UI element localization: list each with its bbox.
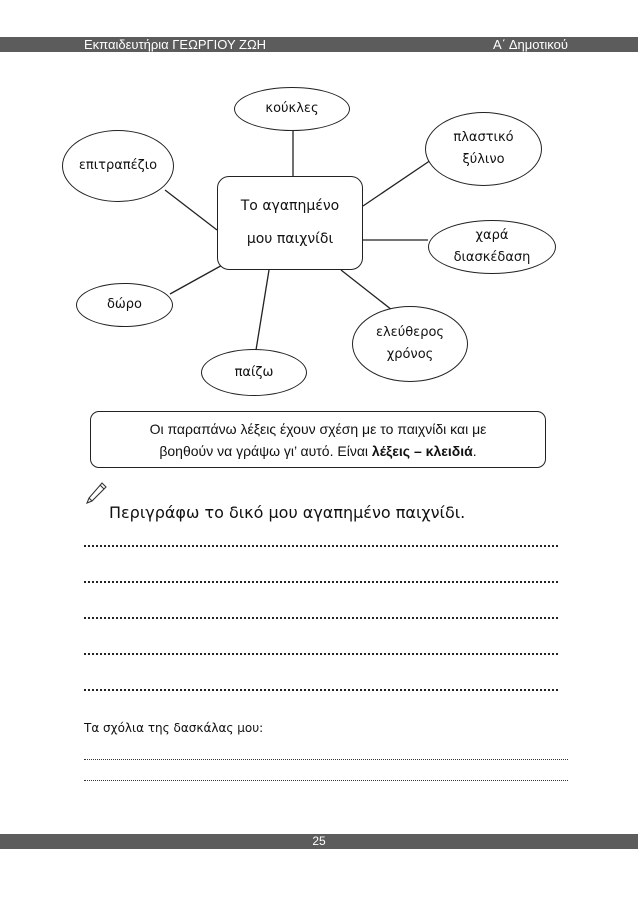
node-diaskedasi-label: διασκέδαση: [453, 250, 531, 265]
writing-line-1[interactable]: [84, 545, 558, 547]
keywords-info-box: [90, 411, 546, 468]
info-line-2-end: .: [472, 443, 477, 459]
teacher-comments-label: Τα σχόλια της δασκάλας μου:: [84, 721, 264, 735]
info-line-2-text: βοηθούν να γράψω γι’ αυτό. Είναι: [159, 443, 372, 459]
node-doro-label: δώρο: [106, 297, 143, 312]
connector-eleftheros: [341, 270, 392, 310]
connector-doro: [170, 263, 226, 294]
header-school-name: Εκπαιδευτήρια ΓΕΩΡΓΙΟΥ ΖΩΗ: [84, 37, 267, 52]
info-keywords-bold: λέξεις – κλειδιά: [371, 443, 473, 459]
writing-line-5[interactable]: [84, 689, 558, 691]
center-line-2: μου παιχνίδι: [246, 231, 334, 247]
connector-paizo: [256, 270, 269, 350]
node-xylino-label: ξύλινο: [462, 152, 505, 167]
center-line-1: Το αγαπημένο: [240, 198, 340, 214]
comment-line-2[interactable]: [84, 780, 568, 781]
info-line-1: Οι παραπάνω λέξεις έχουν σχέση με το παιχνίδι και με: [149, 421, 487, 437]
node-koukles: [234, 87, 350, 131]
node-eleftheros-label: ελεύθερος: [375, 325, 445, 340]
connector-plastiko: [363, 160, 431, 206]
node-xara-label: χαρά: [475, 228, 509, 243]
header-grade: Α΄ Δημοτικού: [492, 37, 568, 52]
info-line-2: [91, 440, 545, 462]
writing-line-2[interactable]: [84, 581, 558, 583]
node-koukles-label: κούκλες: [265, 101, 319, 116]
comment-line-1[interactable]: [84, 759, 568, 760]
writing-line-3[interactable]: [84, 617, 558, 619]
node-xara-diaskedasi: [428, 220, 556, 274]
page-number: 25: [312, 834, 326, 848]
footer-bar: [0, 834, 638, 849]
mindmap-center: [217, 176, 363, 270]
node-xronos-label: χρόνος: [386, 347, 434, 362]
writing-task-instruction: Περιγράφω το δικό μου αγαπημένο παιχνίδι.: [109, 503, 466, 522]
node-paizo-label: παίζω: [234, 364, 274, 380]
node-plastiko-label: πλαστικό: [453, 130, 514, 145]
writing-line-4[interactable]: [84, 653, 558, 655]
node-epitrapezio-label: επιτραπέζιο: [78, 158, 158, 173]
node-plastiko-xylino: [425, 112, 542, 186]
node-epitrapezio: [62, 130, 174, 202]
node-doro: [76, 283, 173, 327]
node-paizo: [201, 349, 307, 396]
node-eleftheros-xronos: [352, 306, 468, 382]
pencil-icon: [84, 481, 108, 507]
connector-epitrapezio: [165, 190, 217, 230]
